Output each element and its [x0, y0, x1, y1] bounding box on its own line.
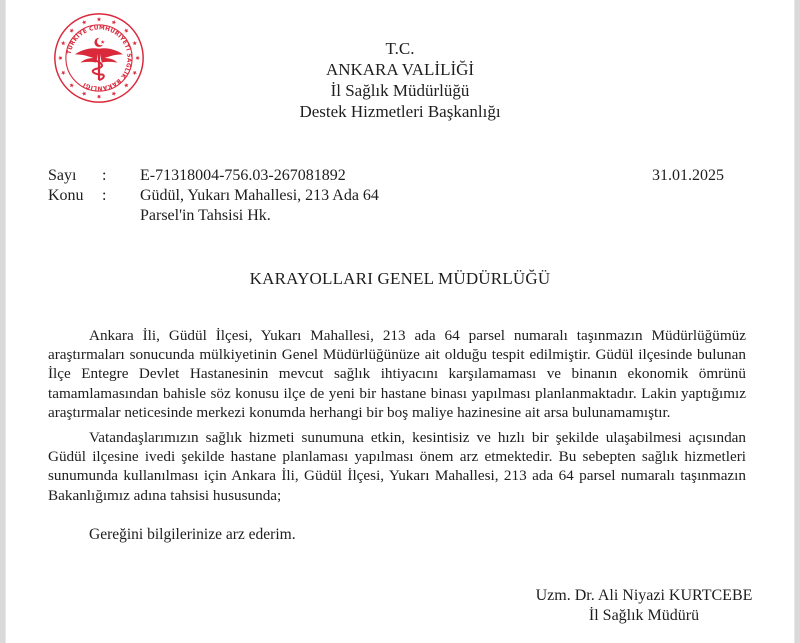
konu-row	[48, 186, 420, 226]
sayi-colon: :	[102, 167, 107, 184]
ministry-of-health-seal-icon	[53, 12, 145, 104]
seal-star-icon	[58, 56, 62, 61]
seal-star-icon	[97, 95, 102, 99]
seal-ring-text: TÜRKİYE CUMHURİYETİ SAĞLIK BAKANLIĞI	[66, 25, 132, 91]
seal-star-icon	[132, 71, 137, 75]
konu-value-line2: Parsel'in Tahsisi Hk.	[140, 207, 271, 224]
seal-star-icon	[136, 56, 140, 61]
konu-value-line1: Güdül, Yukarı Mahallesi, 213 Ada 64	[140, 187, 379, 204]
letterhead-tc: T.C.	[385, 39, 415, 58]
seal-star-icon	[112, 91, 116, 96]
page-edge-right	[794, 0, 800, 643]
konu-value	[140, 186, 420, 226]
konu-label: Konu	[48, 187, 84, 204]
seal-star-icon	[124, 83, 128, 87]
seal-star-icon	[82, 91, 86, 96]
signature-block	[520, 586, 768, 626]
caduceus-icon	[75, 38, 123, 81]
letterhead-governorship: ANKARA VALİLİĞİ	[325, 60, 475, 79]
document-date: 31.01.2025	[652, 167, 724, 184]
signatory-name: Uzm. Dr. Ali Niyazi KURTCEBE	[535, 587, 753, 604]
letter-body	[48, 326, 746, 511]
sayi-value: E-71318004-756.03-267081892	[140, 167, 346, 184]
letterhead	[250, 38, 550, 122]
page-edge-left	[0, 0, 6, 643]
seal-star-icon	[124, 29, 128, 33]
body-paragraph: Ankara İli, Güdül İlçesi, Yukarı Mahallesi, 213 ada 64 parsel numaralı taşınmazın Müdürlüğümüz araştırmaları sonucunda mülkiyetinin Genel Müdürlüğünüze ait olduğu tespit edilmiştir. Güdül ilçesinde bulunan İlçe Entegre Devlet Hastanesinin mevcut sağlık ihtiyacını karşılamaması ve binanın ekonomik ömrünü tamamlamasından bahisle söz konusu ilçe de yeni bir hastane binası yapılması planlanmaktadır. Lakin yaptığımız araştırmalar neticesinde merkezi konumda herhangi bir boş maliye hazinesine ait arsa bulunamamıştır.	[48, 327, 746, 421]
letterhead-directorate: İl Sağlık Müdürlüğü	[330, 81, 470, 100]
seal-star-icon	[70, 29, 74, 33]
seal-star-icon	[61, 41, 66, 45]
recipient: KARAYOLLARI GENEL MÜDÜRLÜĞÜ	[249, 269, 551, 288]
sayi-label: Sayı	[48, 167, 77, 184]
seal-star-icon	[97, 17, 102, 21]
konu-colon: :	[102, 187, 107, 204]
signatory-title: İl Sağlık Müdürü	[588, 607, 700, 624]
body-paragraph: Vatandaşlarımızın sağlık hizmeti sunumuna etkin, kesintisiz ve hızlı bir şekilde ulaşabilmesi açısından Güdül ilçesine ivedi şekilde hastane planlaması yapılması önem arz etmektedir. Bu sebepten sağlık hizmetleri sunumunda kullanılması için Ankara İli, Güdül İlçesi, Yukarı Mahallesi, 213 ada 64 parsel numaralı taşınmazın Bakanlığımız adına tahsisi hususunda;	[48, 429, 746, 504]
seal-star-icon	[112, 20, 116, 25]
letterhead-department: Destek Hizmetleri Başkanlığı	[299, 102, 501, 121]
seal-star-icon	[70, 83, 74, 87]
sayi-row	[48, 166, 420, 186]
seal-star-icon	[61, 71, 66, 75]
document-meta	[48, 166, 420, 226]
seal-star-icon	[82, 20, 86, 25]
closing-line: Gereğini bilgilerinize arz ederim.	[89, 526, 296, 543]
seal-star-icon	[132, 41, 137, 45]
